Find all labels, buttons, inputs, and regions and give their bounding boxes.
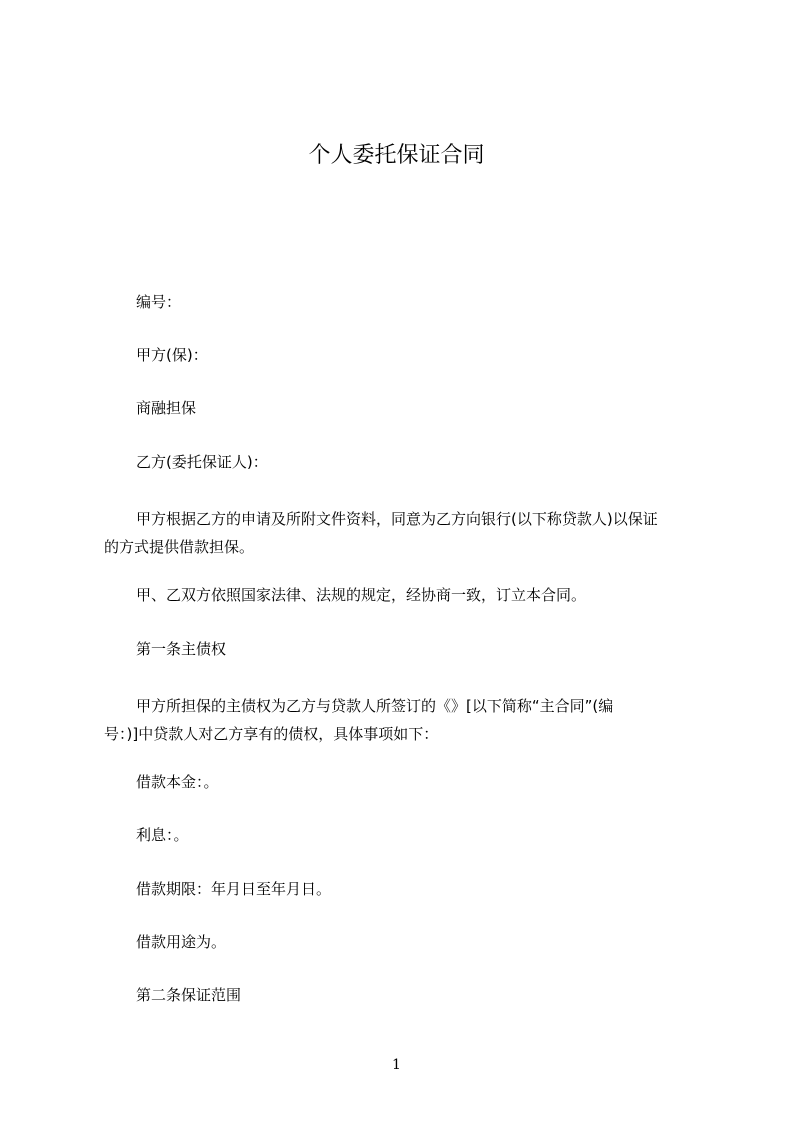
document-title: 个人委托保证合同 [308,143,485,168]
article2-heading: 第二条保证范围 [136,986,242,1004]
intro-line-2: 的方式提供借款担保。 [104,538,255,556]
page-number: 1 [392,1057,401,1073]
intro-paragraph [104,505,704,561]
loan-term: 借款期限：年月日至年月日。 [136,880,332,898]
agreement-paragraph: 甲、乙双方依照国家法律、法规的规定，经协商一致，订立本合同。 [136,586,587,604]
loan-interest: 利息：。 [136,826,189,844]
party-b-label: 乙方(委托保证人)： [136,453,268,471]
contract-number-label: 编号： [136,293,182,311]
party-a-label: 甲方(保)： [136,346,208,364]
intro-line-1: 甲方根据乙方的申请及所附文件资料，同意为乙方向银行(以下称贷款人)以保证 [136,510,658,528]
loan-purpose: 借款用途为。 [136,933,227,951]
article1-heading: 第一条主债权 [136,640,227,658]
article1-paragraph [104,692,704,748]
article1-line-2: 号：)]中贷款人对乙方享有的债权，具体事项如下： [104,725,439,743]
loan-principal: 借款本金：。 [136,773,219,791]
party-a-name: 商融担保 [136,399,197,417]
article1-line-1: 甲方所担保的主债权为乙方与贷款人所签订的《》[以下简称“主合同”(编 [136,697,614,715]
